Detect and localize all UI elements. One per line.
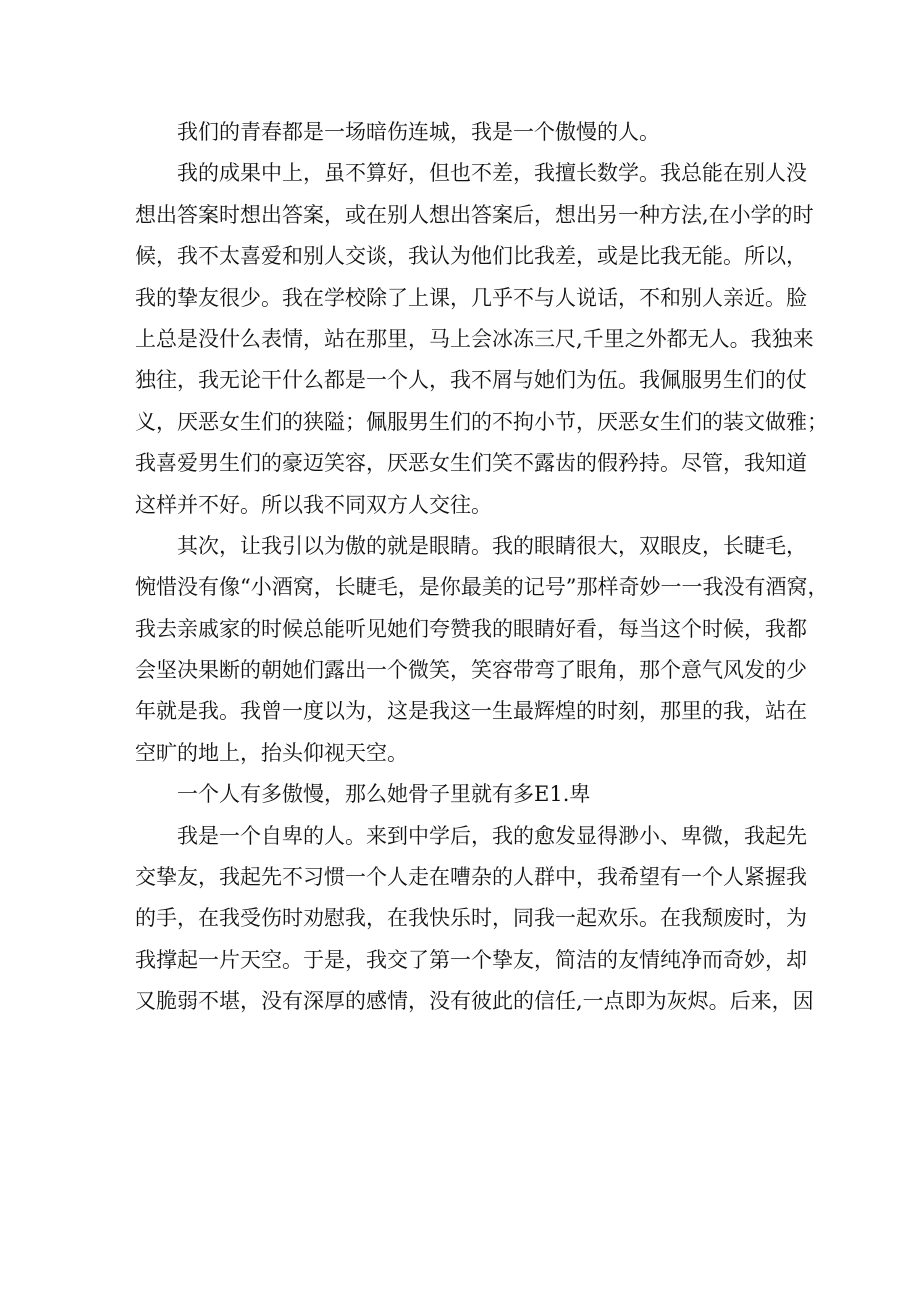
text-line: 交挚友，我起先不习惯一个人走在嘈杂的人群中，我希望有一个人紧握我 — [135, 865, 807, 890]
text-line: 其次，让我引以为傲的就是眼睛。我的眼睛很大，双眼皮，长睫毛， — [177, 533, 807, 558]
paragraph-5 — [135, 816, 814, 1023]
text-line: 想出答案时想出答案，或在别人想出答案后，想出另一种方法,在小学的时 — [135, 202, 814, 227]
text-line: 会坚决果断的朝她们露出一个微笑，笑容带弯了眼角，那个意气风发的少 — [135, 658, 807, 683]
paragraph-1 — [135, 112, 785, 153]
text-line: 我的成果中上，虽不算好，但也不差，我擅长数学。我总能在别人没 — [177, 161, 807, 186]
text-line: 惋惜没有像“小酒窝，长睫毛，是你最美的记号”那样奇妙一一我没有酒窝， — [135, 575, 829, 600]
text-line: 年就是我。我曾一度以为，这是我这一生最辉煌的时刻，那里的我，站在 — [135, 699, 807, 724]
text-line: 这样并不好。所以我不同双方人交往。 — [135, 492, 492, 517]
text-line: 独往，我无论干什么都是一个人，我不屑与她们为伍。我佩服男生们的仗 — [135, 368, 807, 393]
paragraph-4 — [135, 774, 785, 815]
body-text — [135, 112, 829, 1023]
text-line: 上总是没什么表情，站在那里，马上会冰冻三尺,千里之外都无人。我独来 — [135, 326, 814, 351]
text-line: 我们的青春都是一场暗伤连城，我是一个傲慢的人。 — [177, 120, 660, 144]
text-line: 空旷的地上，抬头仰视天空。 — [135, 740, 408, 765]
text-line: 我的挚友很少。我在学校除了上课，几乎不与人说话，不和别人亲近。脸 — [135, 285, 807, 310]
text-line: 的手，在我受伤时劝慰我，在我快乐时，同我一起欢乐。在我颓废时，为 — [135, 906, 807, 931]
text-line: 我去亲戚家的时候总能听见她们夸赞我的眼睛好看，每当这个时候，我都 — [135, 616, 807, 641]
text-line: 义，厌恶女生们的狭隘；佩服男生们的不拘小节，厌恶女生们的装文做雅； — [135, 409, 828, 434]
paragraph-3 — [135, 526, 829, 774]
text-line: 候，我不太喜爱和别人交谈，我认为他们比我差，或是比我无能。所以， — [135, 244, 807, 269]
text-line: 我撑起一片天空。于是，我交了第一个挚友，简洁的友情纯净而奇妙，却 — [135, 947, 807, 972]
text-line: 我是一个自卑的人。来到中学后，我的愈发显得渺小、卑微，我起先 — [177, 823, 807, 848]
text-line: 我喜爱男生们的豪迈笑容，厌恶女生们笑不露齿的假矜持。尽管，我知道 — [135, 451, 807, 476]
text-line: 一个人有多傲慢，那么她骨子里就有多E1.卑 — [177, 782, 591, 807]
paragraph-2 — [135, 153, 828, 526]
text-line: 又脆弱不堪，没有深厚的感情，没有彼此的信任,一点即为灰烬。后来，因 — [135, 989, 814, 1014]
